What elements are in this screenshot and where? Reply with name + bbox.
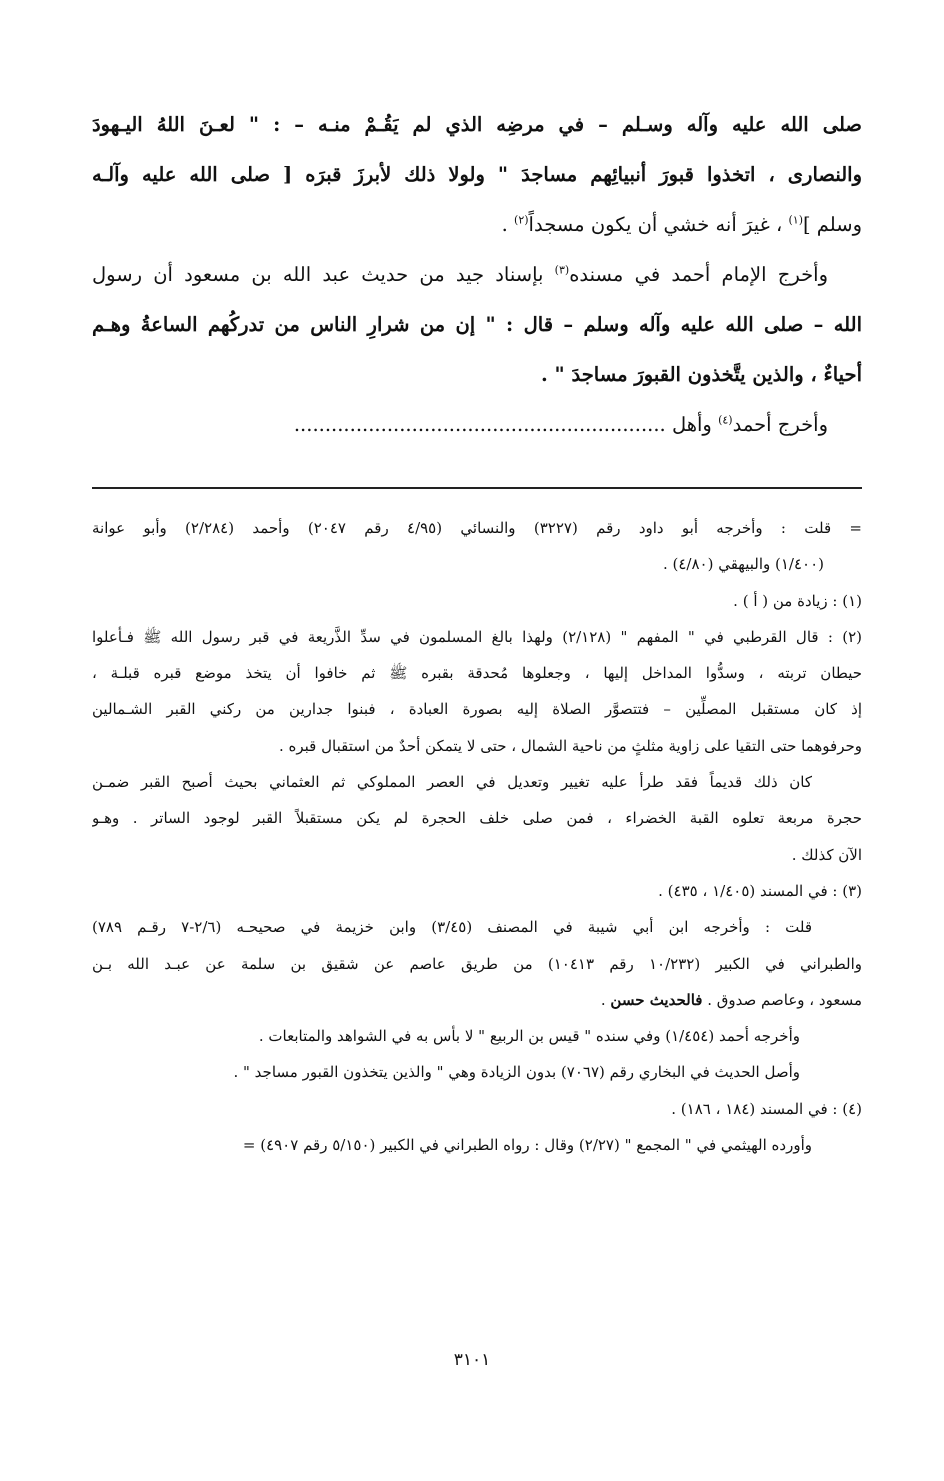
footnote-text: وحرفوهما حتى التقيا على زاوية مثلثٍ من ناحية الشمال ، حتى لا يتمكن أحدٌ من استقبال قبره .	[278, 736, 862, 755]
footnote-text: وأورده الهيثمي في " المجمع " (٢/٢٧) وقال : رواه الطبراني في الكبير (٥/١٥٠ رقم ٤٩٠٧) =	[242, 1136, 812, 1155]
main-line-3-a: وسلم ]	[803, 213, 862, 236]
footnote-text: (٢) : قال القرطبي في " المفهم " (٢/١٢٨) ولهذا بالغ المسلمون في سدِّ الذَّريعة في قبر رسول الله ﷺ فـأعلوا	[92, 627, 862, 646]
footnote-text: وأخرجه أحمد (١/٤٥٤) وفي سنده " قيس بن الربيع " لا بأس به في الشواهد والمتابعات .	[258, 1027, 800, 1046]
footnote-1	[92, 583, 862, 619]
footnote-2-line-6	[92, 800, 862, 836]
footnote-ref-2: (٢)	[514, 213, 529, 227]
footnote-continued-line-1	[92, 510, 862, 546]
main-line-6-text: أحياءٌ ، والذين يتَّخذون القبورَ مساجدَ " .	[540, 363, 862, 386]
footnote-text: (٤) : في المسند (١٨٤ ، ١٨٦) .	[671, 1099, 862, 1118]
footnote-continued-line-2	[92, 546, 862, 582]
main-line-3-c: .	[501, 213, 515, 236]
footnote-text: = قلت : وأخرجه أبو داود رقم (٣٢٢٧) والنسائي (٤/٩٥ رقم ٢٠٤٧) وأحمد (٢/٢٨٤) وأبو عوانة	[92, 519, 862, 537]
main-line-1-text: صلى الله عليه وآله وسـلم – في مرضِه الذي لم يَقُـمْ منـه – : " لعـنَ اللهُ اليـهودَ	[92, 113, 862, 136]
footnotes	[92, 510, 862, 1163]
main-line-5	[92, 300, 862, 350]
footnote-ref-1: (١)	[788, 213, 803, 227]
footnote-2-line-3	[92, 691, 862, 727]
footnote-text: حيطان تربته ، وسدُّوا المداخل إليها ، وجعلوها مُحدقة بقبره ﷺ ثم خافوا أن يتخذ موضع قبره قبلـة ،	[92, 664, 862, 683]
footnote-3-line-4	[92, 1018, 862, 1054]
main-line-3-b: ، غيرَ أنه خشي أن يكون مسجداً	[528, 213, 789, 236]
main-line-3	[92, 200, 862, 250]
footnote-verdict: فالحديث حسن	[610, 990, 703, 1009]
footnote-text: (٣) : في المسند (١/٤٠٥ ، ٤٣٥) .	[658, 881, 862, 900]
footnote-2-line-4	[92, 728, 862, 764]
footnote-4	[92, 1091, 862, 1127]
footnote-text: إذ كان مستقبل المصلِّين – فتتصوَّر الصلاة إليه بصورة العبادة ، فبنوا جدارين من ركني القبر الشـمالين	[92, 700, 862, 719]
main-text	[92, 100, 862, 450]
footnote-ref-4: (٤)	[718, 413, 733, 427]
footnote-text: (١/٤٠٠) والبيهقي (٤/٨٠) .	[662, 555, 824, 574]
main-line-1	[92, 100, 862, 150]
footnote-separator	[92, 487, 862, 489]
footnote-2-line-7	[92, 837, 862, 873]
page-number: ٣١٠١	[453, 1350, 491, 1370]
main-line-4-a: وأخرج الإمام أحمد في مسنده	[569, 263, 828, 286]
footnote-text: مسعود ، وعاصم صدوق .	[702, 990, 862, 1009]
footnote-3-line-5	[92, 1054, 862, 1090]
main-line-6	[92, 350, 862, 400]
main-line-7	[92, 400, 862, 450]
footnote-2-line-5	[92, 764, 862, 800]
footnote-text: وأصل الحديث في البخاري رقم (٧٠٦٧) بدون الزيادة وهي " والذين يتخذون القبور مساجد " .	[233, 1063, 800, 1082]
main-line-4	[92, 250, 862, 300]
footnote-4-line-1	[92, 1127, 862, 1163]
footnote-3	[92, 873, 862, 909]
footnote-3-line-1	[92, 909, 862, 945]
footnote-text: .	[600, 990, 611, 1009]
footnote-text: حجرة مربعة تعلوه القبة الخضراء ، فمن صلى خلف الحجرة لم يكن مستقبلاً القبر لوجود الساتر . وهـو	[92, 809, 862, 828]
footnote-3-line-3	[92, 982, 862, 1018]
ellipsis-dots: ............................................................	[293, 413, 666, 436]
footnote-text: (١) : زيادة من ( أ ) .	[733, 591, 862, 610]
main-line-4-b: بإسناد جيد من حديث عبد الله بن مسعود أن رسول	[92, 263, 555, 286]
footnote-text: كان ذلك قديماً فقد طرأ عليه تغيير وتعديل في العصر المملوكي ثم العثماني بحيث أصبح القبر ضمـن	[92, 773, 812, 792]
main-line-7-b: وأهل	[665, 413, 719, 436]
main-line-7-a: وأخرج أحمد	[732, 413, 828, 436]
main-line-2	[92, 150, 862, 200]
footnote-2-line-2	[92, 655, 862, 691]
footnote-ref-3: (٣)	[554, 263, 570, 277]
footnote-text: الآن كذلك .	[791, 845, 862, 864]
main-line-5-text: الله – صلى الله عليه وآله وسلم – قال : " إن من شرارِ الناس من تدركُهم الساعةُ وهـم	[92, 313, 862, 336]
footnote-text: قلت : وأخرجه ابن أبي شيبة في المصنف (٣/٤٥) وابن خزيمة في صحيحـه (٢/٦-٧ رقـم ٧٨٩)	[92, 918, 813, 937]
main-line-2-text: والنصارى ، اتخذوا قبورَ أنبيائِهم مساجدَ " ولولا ذلك لأبرزَ قبرَه [ صلى الله عليه وآلـه	[92, 163, 862, 186]
footnote-3-line-2	[92, 946, 862, 982]
footnote-text: والطبراني في الكبير (١٠/٢٣٢ رقم ١٠٤١٣) من طريق عاصم عن شقيق بن سلمة عن عبـد الله بـن	[92, 954, 862, 973]
footnote-2-line-1	[92, 619, 862, 655]
